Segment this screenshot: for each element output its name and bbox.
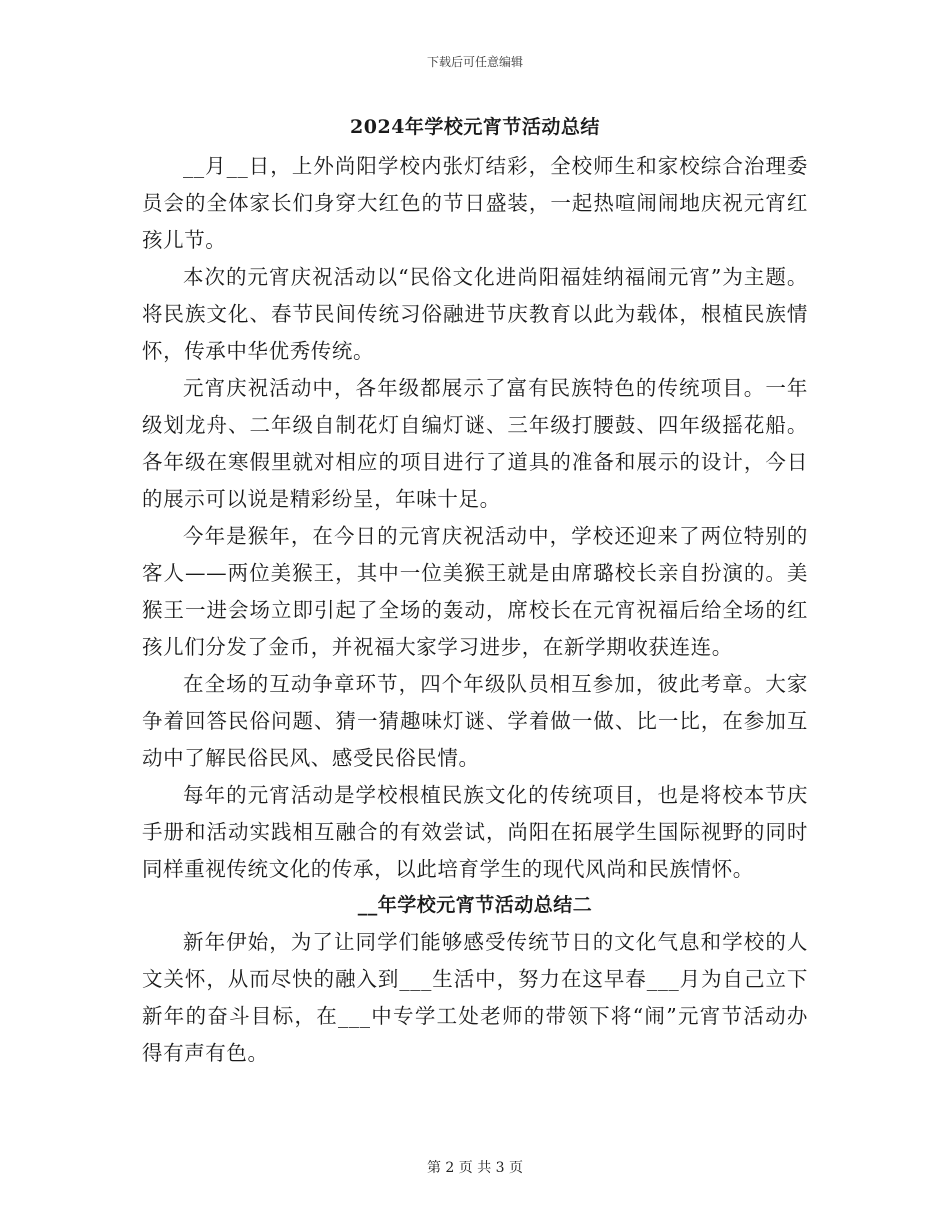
paragraph: 本次的元宵庆祝活动以“民俗文化进尚阳福娃纳福闹元宵”为主题。将民族文化、春节民间传统习俗融进节庆教育以此为载体，根植民族情怀，传承中华优秀传统。 bbox=[142, 265, 808, 363]
paragraph: __月__日，上外尚阳学校内张灯结彩，全校师生和家校综合治理委员会的全体家长们身穿大红色的节日盛装，一起热喧闹闹地庆祝元宵红孩儿节。 bbox=[142, 154, 808, 252]
paragraph: 在全场的互动争章环节，四个年级队员相互参加，彼此考章。大家争着回答民俗问题、猜一猜趣味灯谜、学着做一做、比一比，在参加互动中了解民俗民风、感受民俗民情。 bbox=[142, 672, 808, 770]
paragraph: 元宵庆祝活动中，各年级都展示了富有民族特色的传统项目。一年级划龙舟、二年级自制花灯自编灯谜、三年级打腰鼓、四年级摇花船。各年级在寒假里就对相应的项目进行了道具的准备和展示的设计，今日的展示可以说是精彩纷呈，年味十足。 bbox=[142, 376, 808, 511]
section-1 bbox=[142, 148, 808, 888]
section-2-title: __年学校元宵节活动总结二 bbox=[357, 894, 593, 916]
document-title: 2024年学校元宵节活动总结 bbox=[350, 116, 600, 138]
page-number: 第 2 页 共 3 页 bbox=[426, 1160, 524, 1176]
section-2 bbox=[142, 924, 808, 1072]
header-note: 下载后可任意编辑 bbox=[426, 55, 523, 69]
document-body bbox=[142, 112, 808, 1072]
paragraph: 新年伊始，为了让同学们能够感受传统节日的文化气息和学校的人文关怀，从而尽快的融入到___生活中，努力在这早春___月为自己立下新年的奋斗目标，在___中专学工处老师的带领下将“闹”元宵节活动办得有声有色。 bbox=[142, 930, 808, 1065]
paragraph: 今年是猴年，在今日的元宵庆祝活动中，学校还迎来了两位特别的客人——两位美猴王，其中一位美猴王就是由席璐校长亲自扮演的。美猴王一进会场立即引起了全场的轰动，席校长在元宵祝福后给全场的红孩儿们分发了金币，并祝福大家学习进步，在新学期收获连连。 bbox=[142, 524, 808, 659]
paragraph: 每年的元宵活动是学校根植民族文化的传统项目，也是将校本节庆手册和活动实践相互融合的有效尝试，尚阳在拓展学生国际视野的同时同样重视传统文化的传承，以此培育学生的现代风尚和民族情怀。 bbox=[142, 783, 808, 881]
